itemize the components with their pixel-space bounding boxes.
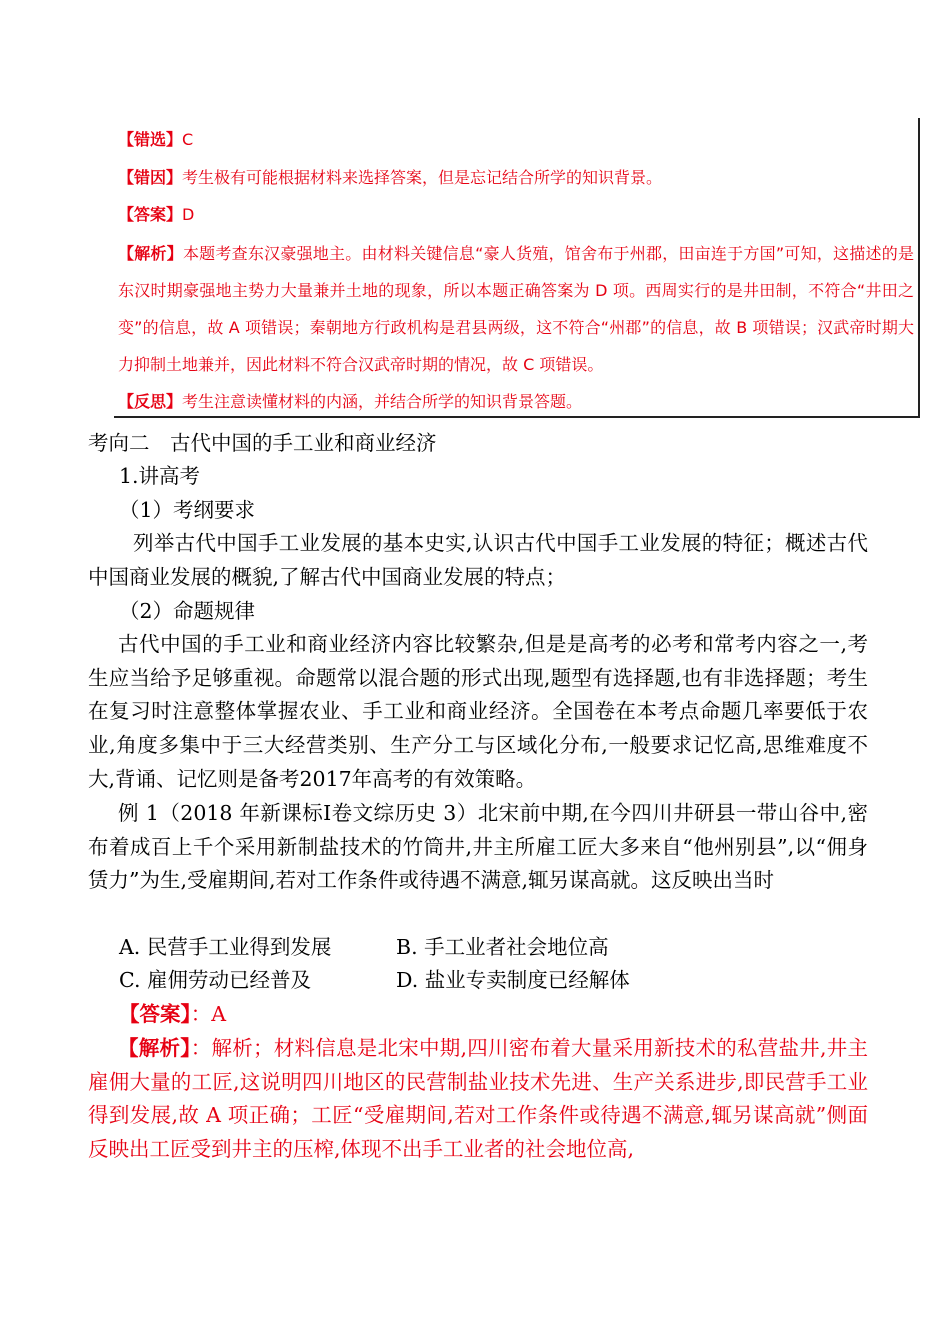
reflection-text: 考生注意读懂材料的内涵，并结合所学的知识背景答题。 — [182, 392, 583, 411]
option-a: A. 民营手工业得到发展 — [119, 935, 332, 959]
option-c: C. 雇佣劳动已经普及 — [119, 968, 311, 992]
example-answer-value: ：A — [190, 1002, 227, 1026]
option-d: D. 盐业专卖制度已经解体 — [396, 968, 630, 992]
box-answer-tag: 【答案】 — [118, 205, 183, 224]
option-b: B. 手工业者社会地位高 — [396, 935, 609, 959]
pattern-paragraph: 古代中国的手工业和商业经济内容比较繁杂,但是是高考的必考和常考内容之一,考生应当给予足够重视。命题常以混合题的形式出现,题型有选择题,也有非选择题；考生在复习时注意整体掌握农业、手工业和商业经济。全国卷在本考点命题几率要低于农业,角度多集中于三大经营类别、生产分工与区域化分布,一般要求记忆高,思维难度不大,背诵、记忆则是备考2017年高考的有效策略。 — [88, 632, 868, 791]
error-choice-line — [118, 130, 918, 150]
error-reason-line — [118, 168, 918, 188]
error-choice-value: C — [182, 130, 194, 149]
example-analysis-text: ：解析；材料信息是北宋中期,四川密布着大量采用新技术的私营盐井,井主雇佣大量的工匠,这说明四川地区的民营制盐业技术先进、生产关系进步,即民营手工业得到发展,故 A 项正确；工匠“受雇期间,若对工作条件或待遇不满意,辄另谋高就”侧面反映出工匠受到井主的压榨,体现不出手工业者的社会地位高, — [88, 1036, 869, 1162]
subsection-heading: 1.讲高考 — [119, 464, 201, 488]
example-analysis-paragraph — [88, 1032, 868, 1167]
syllabus-heading: （1）考纲要求 — [119, 498, 256, 522]
reflection-line — [118, 392, 918, 412]
example-answer-line — [119, 998, 226, 1031]
example-answer-tag: 【答案】 — [119, 1002, 191, 1026]
box-analysis-paragraph — [118, 235, 914, 383]
example-analysis-tag: 【解析】 — [118, 1036, 191, 1060]
error-reason-text: 考生极有可能根据材料来选择答案，但是忘记结合所学的知识背景。 — [182, 168, 663, 187]
error-choice-tag: 【错选】 — [118, 130, 183, 149]
example-question-stem: 例 1（2018 年新课标Ⅰ卷文综历史 3）北宋前中期,在今四川井研县一带山谷中,密布着成百上千个采用新制盐技术的竹筒井,井主所雇工匠大多来自“他州别县”,以“佣身赁力”为生,受雇期间,若对工作条件或待遇不满意,辄另谋高就。这反映出当时 — [88, 801, 868, 893]
box-analysis-tag: 【解析】 — [118, 244, 183, 263]
box-analysis-text: 本题考查东汉豪强地主。由材料关键信息“豪人货殖，馆舍布于州郡，田亩连于方国”可知，这描述的是东汉时期豪强地主势力大量兼并土地的现象，所以本题正确答案为 D 项。西周实行的是井田制，不符合“井田之变”的信息，故 A 项错误；秦朝地方行政机构是君县两级，这不符合“州郡”的信息，故 B 项错误；汉武帝时期大力抑制土地兼并，因此材料不符合汉武帝时期的情况，故 C 项错误。 — [118, 244, 914, 374]
reflection-tag: 【反思】 — [118, 392, 183, 411]
syllabus-paragraph: 列举古代中国手工业发展的基本史实,认识古代中国手工业发展的特征；概述古代中国商业发展的概貌,了解古代中国商业发展的特点； — [88, 531, 868, 589]
box-answer-value: D — [182, 205, 195, 224]
pattern-heading: （2）命题规律 — [119, 599, 256, 623]
box-answer-line — [118, 205, 918, 225]
error-reason-tag: 【错因】 — [118, 168, 183, 187]
section-title: 考向二 古代中国的手工业和商业经济 — [88, 431, 437, 455]
